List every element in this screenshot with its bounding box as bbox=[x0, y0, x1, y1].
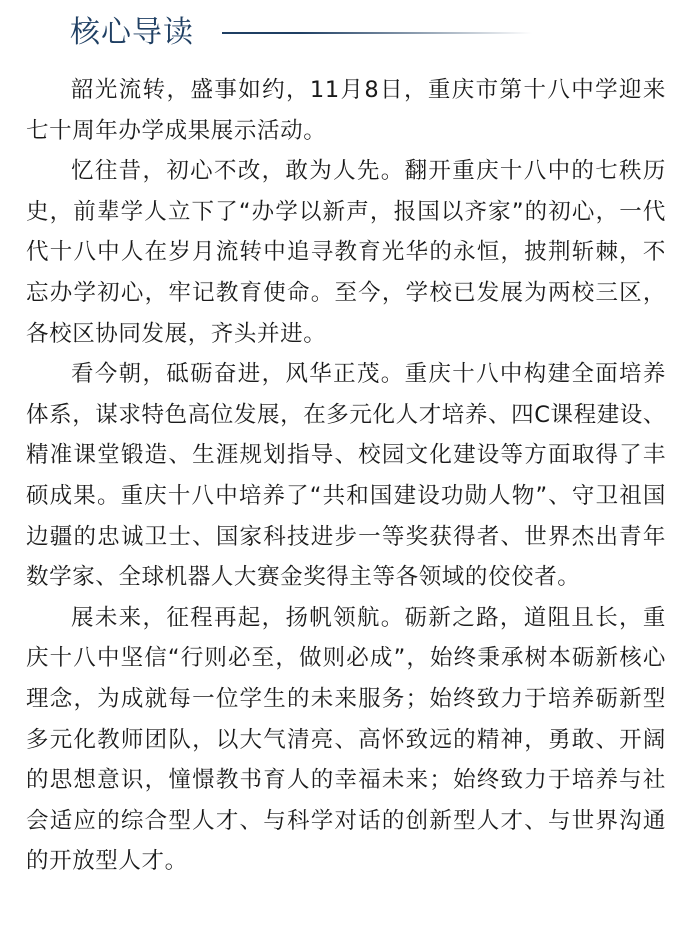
paragraph-future: 展未来，征程再起，扬帆领航。砺新之路，道阻且长，重庆十八中坚信“行则必至，做则必成”，始终秉承树本砺新核心理念，为成就每一位学生的未来服务；始终致力于培养砺新型多元化教师团队，以大气清亮、高怀致远的精神，勇敢、开阔的思想意识，憧憬教书育人的幸福未来；始终致力于培养与社会适应的综合型人才、与科学对话的创新型人才、与世界沟通的开放型人才。 bbox=[26, 604, 666, 875]
section-header bbox=[70, 8, 670, 58]
paragraph-past: 忆往昔，初心不改，敢为人先。翻开重庆十八中的七秩历史，前辈学人立下了“办学以新声，报国以齐家”的初心，一代代十八中人在岁月流转中追寻教育光华的永恒，披荆斩棘，不忘办学初心，牢记教育使命。至今，学校已发展为两校三区，各校区协同发展，齐头并进。 bbox=[26, 158, 666, 347]
title-divider bbox=[222, 32, 532, 34]
paragraph-intro: 韶光流转，盛事如约，11月8日，重庆市第十八中学迎来七十周年办学成果展示活动。 bbox=[26, 77, 666, 144]
section-title: 核心导读 bbox=[70, 15, 194, 50]
paragraph-present: 看今朝，砥砺奋进，风华正茂。重庆十八中构建全面培养体系，谋求特色高位发展，在多元化人才培养、四C课程建设、精准课堂锻造、生涯规划指导、校园文化建设等方面取得了丰硕成果。重庆十八中培养了“共和国建设功勋人物”、守卫祖国边疆的忠诚卫士、国家科技进步一等奖获得者、世界杰出青年数学家、全球机器人大赛金奖得主等各领域的佼佼者。 bbox=[26, 361, 667, 591]
article-body bbox=[26, 70, 666, 882]
